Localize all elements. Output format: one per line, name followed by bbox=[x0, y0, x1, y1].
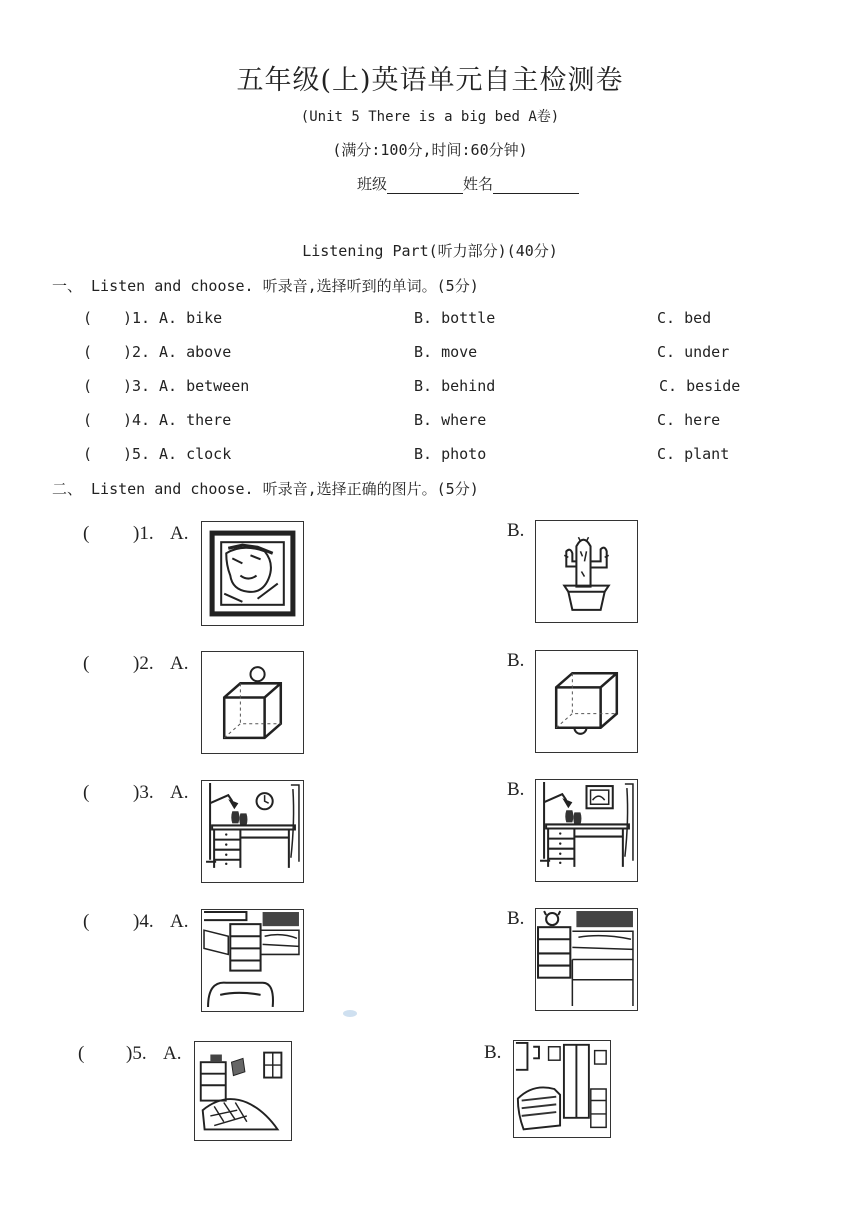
answer-paren[interactable]: ( bbox=[83, 343, 93, 361]
answer-paren[interactable]: ( bbox=[83, 782, 90, 803]
option-c: C. beside bbox=[659, 377, 741, 395]
section1-title: 一、 Listen and choose. 听录音,选择听到的单词。(5分) bbox=[52, 277, 479, 295]
option-a-label: A. bbox=[170, 653, 189, 674]
name-field[interactable] bbox=[493, 177, 579, 194]
option-c: C. under bbox=[657, 343, 730, 361]
option-a-label: A. bbox=[170, 911, 189, 932]
answer-paren[interactable]: ( bbox=[83, 377, 93, 395]
listening-part-title: Listening Part(听力部分)(40分) bbox=[302, 242, 558, 260]
option-b: B. photo bbox=[414, 445, 487, 463]
option-a: A. clock bbox=[159, 445, 232, 463]
framed-photo-icon[interactable] bbox=[201, 521, 304, 626]
option-a-label: A. bbox=[170, 782, 189, 803]
option-c: C. plant bbox=[657, 445, 730, 463]
option-a: A. bike bbox=[159, 309, 223, 327]
option-c: C. here bbox=[657, 411, 721, 429]
option-a: A. there bbox=[159, 411, 232, 429]
answer-paren[interactable]: ( bbox=[78, 1043, 85, 1064]
class-label: 班级 bbox=[357, 175, 388, 193]
question-number: )2. bbox=[123, 343, 151, 361]
ball-above-box-icon[interactable] bbox=[201, 651, 304, 754]
option-b: B. bottle bbox=[414, 309, 496, 327]
option-a-label: A. bbox=[170, 523, 189, 544]
option-b-label: B. bbox=[507, 520, 525, 541]
page-title: 五年级(上)英语单元自主检测卷 bbox=[236, 65, 624, 96]
question-number: )3. bbox=[133, 782, 154, 803]
scan-mark bbox=[343, 1010, 357, 1017]
answer-paren[interactable]: ( bbox=[83, 653, 90, 674]
option-b: B. where bbox=[414, 411, 487, 429]
option-b-label: B. bbox=[507, 650, 525, 671]
question-number: )3. bbox=[123, 377, 151, 395]
potted-cactus-icon[interactable] bbox=[535, 520, 638, 623]
option-b-label: B. bbox=[507, 908, 525, 929]
answer-paren[interactable]: ( bbox=[83, 309, 93, 327]
name-label: 姓名 bbox=[463, 175, 494, 193]
class-field[interactable] bbox=[387, 177, 463, 194]
question-number: )2. bbox=[133, 653, 154, 674]
desk-with-clock-icon[interactable] bbox=[201, 780, 304, 883]
messy-room-icon[interactable] bbox=[194, 1041, 292, 1141]
student-info-line bbox=[357, 173, 579, 194]
option-a: A. above bbox=[159, 343, 232, 361]
question-number: )4. bbox=[123, 411, 151, 429]
score-info: (满分:100分,时间:60分钟) bbox=[332, 141, 528, 159]
question-number: )4. bbox=[133, 911, 154, 932]
answer-paren[interactable]: ( bbox=[83, 911, 90, 932]
bedroom-with-chair-icon[interactable] bbox=[201, 909, 304, 1012]
option-b-label: B. bbox=[507, 779, 525, 800]
question-number: )5. bbox=[123, 445, 151, 463]
tidy-room-icon[interactable] bbox=[513, 1040, 611, 1138]
question-number: )1. bbox=[123, 309, 151, 327]
answer-paren[interactable]: ( bbox=[83, 411, 93, 429]
question-number: )5. bbox=[126, 1043, 147, 1064]
option-c: C. bed bbox=[657, 309, 712, 327]
option-b: B. move bbox=[414, 343, 478, 361]
ball-under-box-icon[interactable] bbox=[535, 650, 638, 753]
desk-with-picture-icon[interactable] bbox=[535, 779, 638, 882]
option-a: A. between bbox=[159, 377, 250, 395]
question-number: )1. bbox=[133, 523, 154, 544]
option-a-label: A. bbox=[163, 1043, 182, 1064]
section2-title: 二、 Listen and choose. 听录音,选择正确的图片。(5分) bbox=[52, 480, 479, 498]
answer-paren[interactable]: ( bbox=[83, 523, 90, 544]
subtitle: (Unit 5 There is a big bed A卷) bbox=[300, 109, 560, 125]
option-b: B. behind bbox=[414, 377, 496, 395]
option-b-label: B. bbox=[484, 1042, 502, 1063]
answer-paren[interactable]: ( bbox=[83, 445, 93, 463]
bedroom-with-clock-icon[interactable] bbox=[535, 908, 638, 1011]
